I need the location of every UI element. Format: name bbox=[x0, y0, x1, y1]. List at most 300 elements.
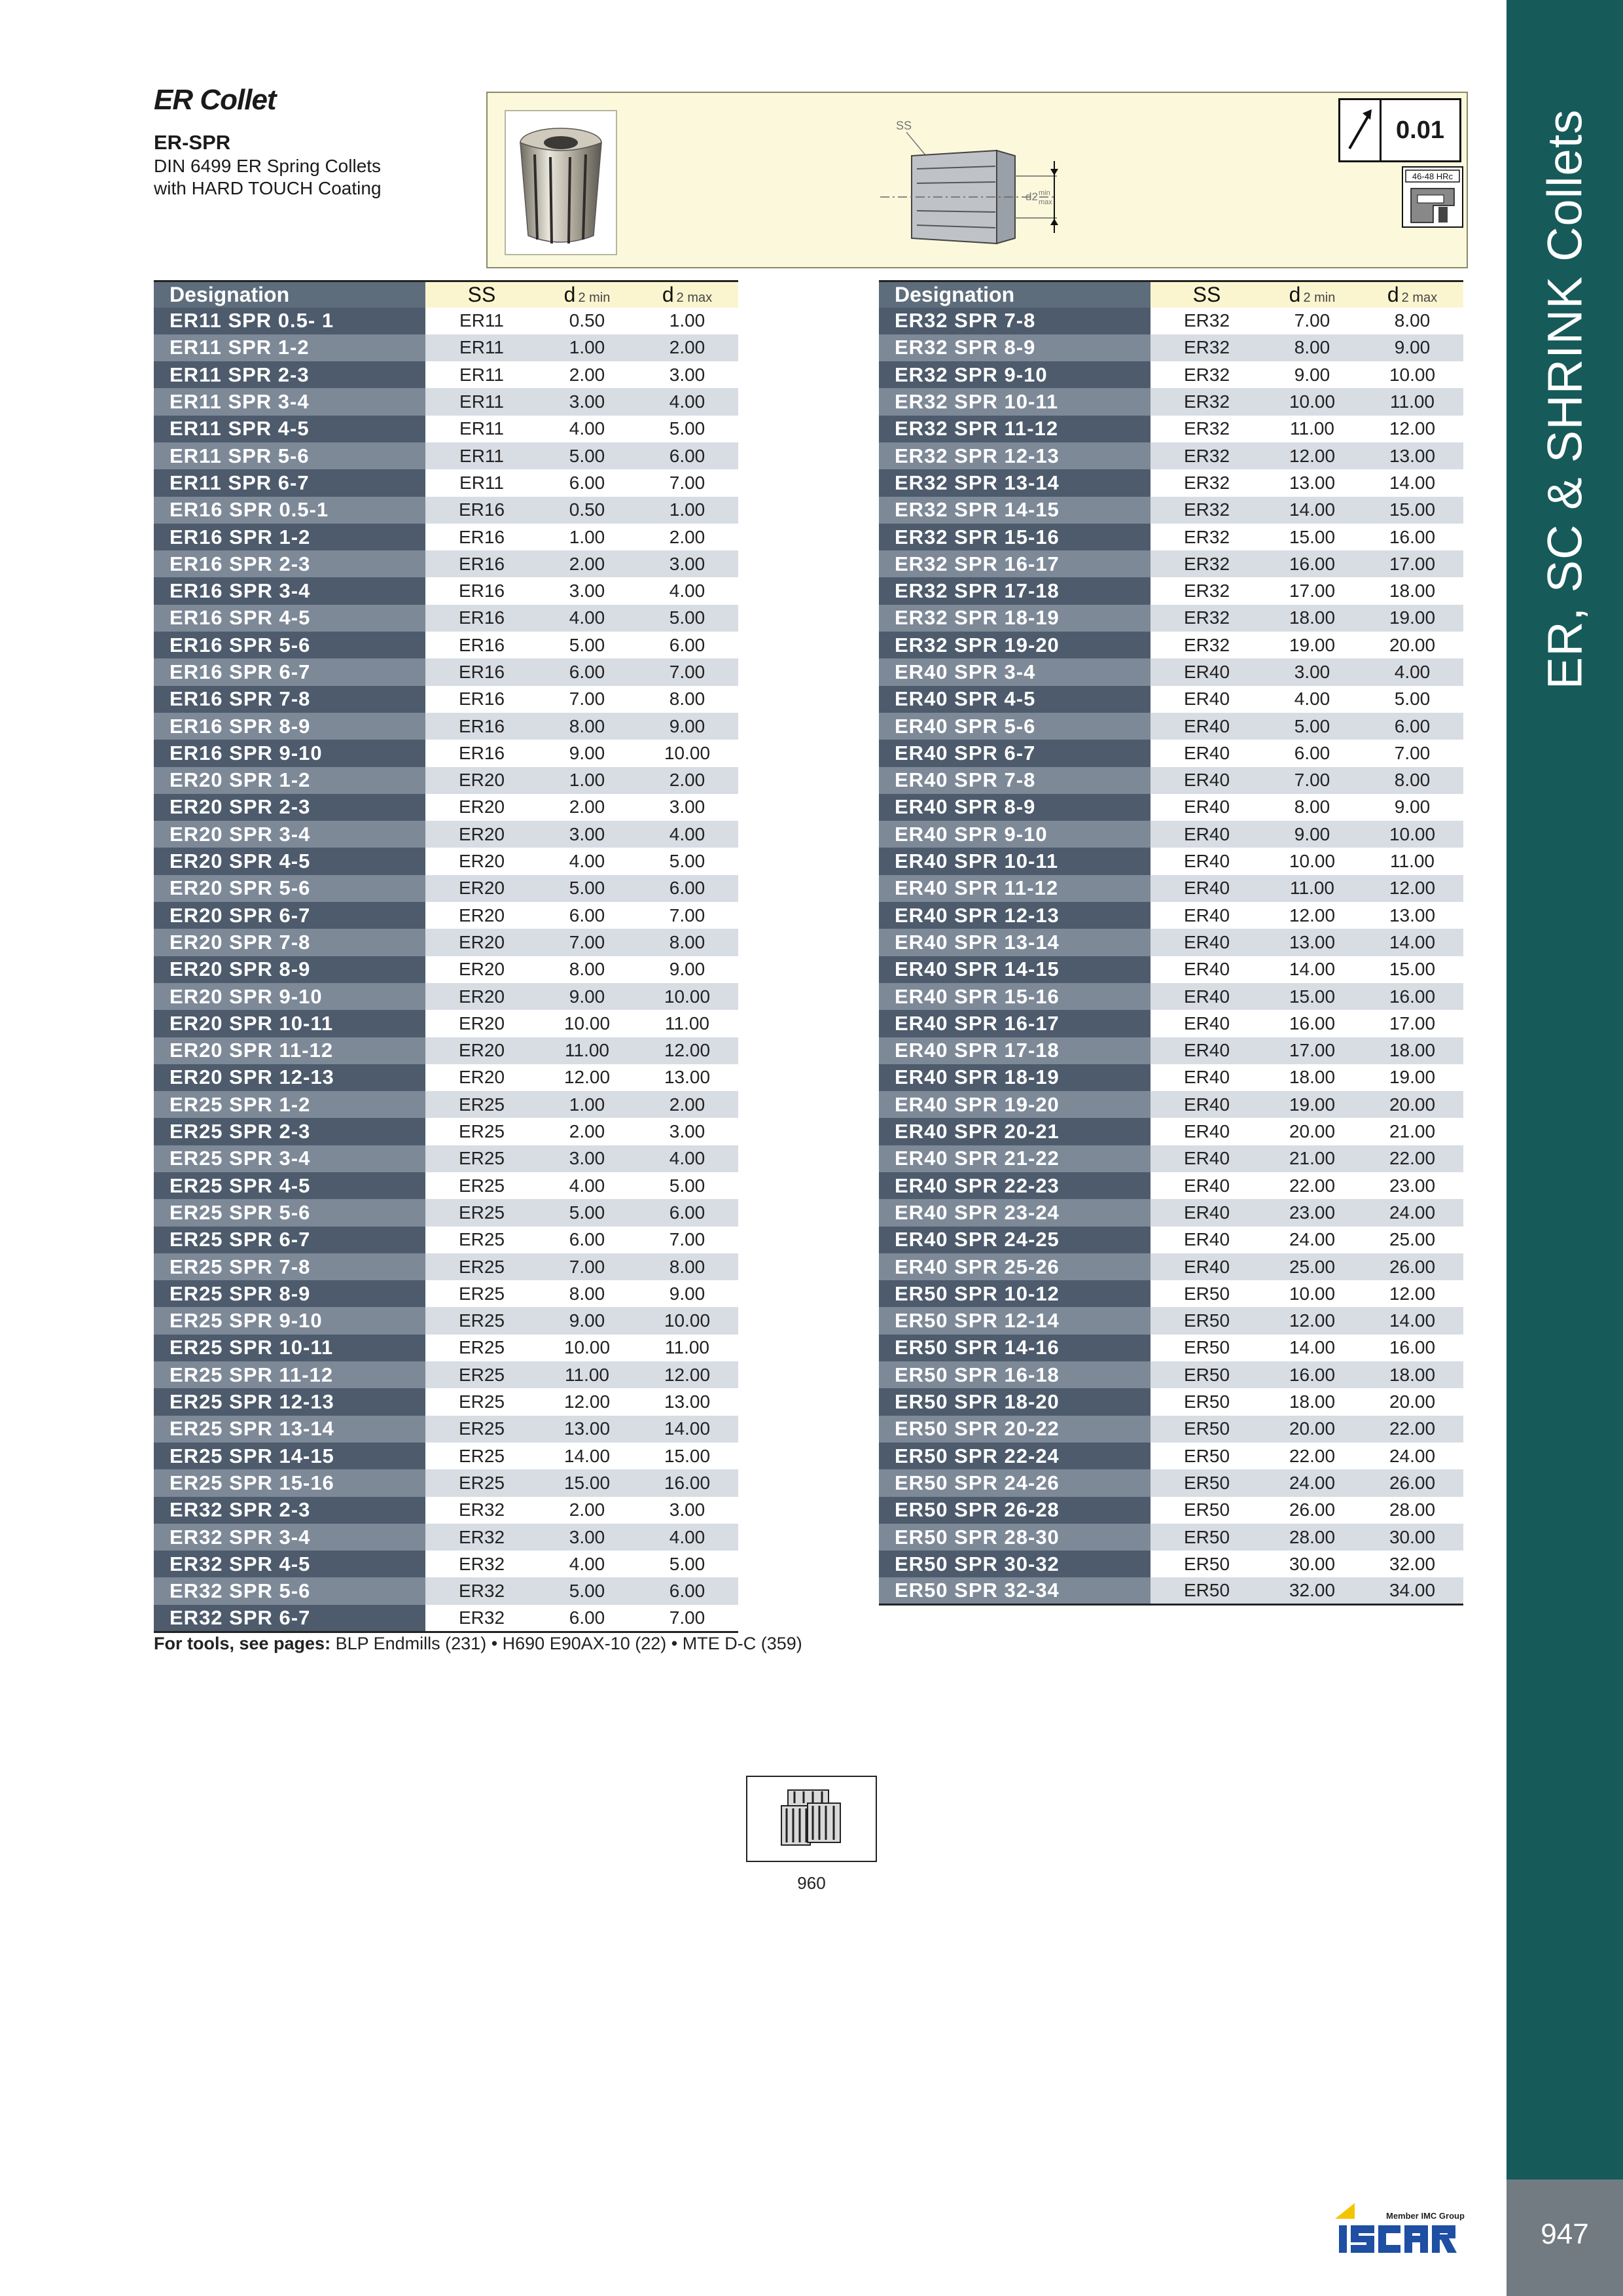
d2-max-cell: 8.00 bbox=[636, 1253, 738, 1280]
d2-min-cell: 19.00 bbox=[1263, 1091, 1361, 1118]
page-number: 947 bbox=[1541, 2218, 1589, 2250]
ss-cell: ER50 bbox=[1150, 1307, 1263, 1334]
ss-cell: ER11 bbox=[425, 416, 538, 442]
d2-max-cell: 6.00 bbox=[636, 875, 738, 902]
d2-min-cell: 12.00 bbox=[1263, 902, 1361, 929]
designation-cell: ER20 SPR 9-10 bbox=[154, 983, 425, 1010]
table-row bbox=[879, 334, 1463, 361]
designation-cell: ER20 SPR 12-13 bbox=[154, 1064, 425, 1091]
d2-max-cell: 2.00 bbox=[636, 767, 738, 794]
ss-cell: ER40 bbox=[1150, 713, 1263, 740]
table-header-row bbox=[879, 281, 1463, 308]
table-row bbox=[154, 1280, 738, 1307]
table-row bbox=[154, 658, 738, 685]
table-row bbox=[879, 929, 1463, 956]
d2-min-cell: 5.00 bbox=[538, 632, 636, 658]
ss-cell: ER32 bbox=[1150, 497, 1263, 524]
d2-min-cell: 2.00 bbox=[538, 794, 636, 821]
designation-cell: ER20 SPR 7-8 bbox=[154, 929, 425, 956]
d2-max-cell: 11.00 bbox=[1361, 388, 1463, 415]
ss-cell: ER40 bbox=[1150, 1037, 1263, 1064]
ss-cell: ER40 bbox=[1150, 929, 1263, 956]
d2-min-cell: 21.00 bbox=[1263, 1145, 1361, 1172]
designation-cell: ER16 SPR 8-9 bbox=[154, 713, 425, 740]
table-row bbox=[154, 1010, 738, 1037]
d2-min-cell: 5.00 bbox=[538, 1199, 636, 1226]
table-row bbox=[154, 1307, 738, 1334]
designation-cell: ER40 SPR 15-16 bbox=[879, 983, 1150, 1010]
d2-max-cell: 9.00 bbox=[636, 1280, 738, 1307]
d2-max-cell: 12.00 bbox=[636, 1361, 738, 1388]
designation-cell: ER20 SPR 2-3 bbox=[154, 794, 425, 821]
table-row bbox=[879, 1469, 1463, 1496]
d2-min-cell: 18.00 bbox=[1263, 1064, 1361, 1091]
collet-photo-icon bbox=[506, 111, 616, 254]
ss-cell: ER40 bbox=[1150, 1010, 1263, 1037]
table-row bbox=[879, 1118, 1463, 1145]
table-row bbox=[154, 334, 738, 361]
table-row bbox=[154, 1227, 738, 1253]
ss-cell: ER32 bbox=[1150, 416, 1263, 442]
table-row bbox=[879, 550, 1463, 577]
d2-max-cell: 2.00 bbox=[636, 334, 738, 361]
ss-cell: ER16 bbox=[425, 658, 538, 685]
ss-cell: ER32 bbox=[1150, 605, 1263, 632]
table-row bbox=[879, 848, 1463, 874]
ss-cell: ER20 bbox=[425, 1010, 538, 1037]
table-row bbox=[879, 713, 1463, 740]
designation-cell: ER32 SPR 8-9 bbox=[879, 334, 1150, 361]
d2-max-cell: 26.00 bbox=[1361, 1253, 1463, 1280]
ss-cell: ER40 bbox=[1150, 1118, 1263, 1145]
d2-max-cell: 3.00 bbox=[636, 794, 738, 821]
d2-min-cell: 2.00 bbox=[538, 1118, 636, 1145]
d2-min-cell: 5.00 bbox=[538, 442, 636, 469]
table-row bbox=[154, 713, 738, 740]
designation-cell: ER40 SPR 4-5 bbox=[879, 686, 1150, 713]
ss-cell: ER11 bbox=[425, 469, 538, 496]
d2-max-cell: 16.00 bbox=[636, 1469, 738, 1496]
d2-max-cell: 2.00 bbox=[636, 524, 738, 550]
ss-cell: ER40 bbox=[1150, 1227, 1263, 1253]
d2-max-cell: 2.00 bbox=[636, 1091, 738, 1118]
d2-min-cell: 25.00 bbox=[1263, 1253, 1361, 1280]
table-row bbox=[879, 577, 1463, 604]
designation-cell: ER20 SPR 3-4 bbox=[154, 821, 425, 848]
ss-cell: ER40 bbox=[1150, 821, 1263, 848]
table-row bbox=[154, 1199, 738, 1226]
designation-cell: ER32 SPR 14-15 bbox=[879, 497, 1150, 524]
designation-cell: ER40 SPR 16-17 bbox=[879, 1010, 1150, 1037]
ss-cell: ER40 bbox=[1150, 794, 1263, 821]
d2-min-cell: 7.00 bbox=[538, 1253, 636, 1280]
designation-cell: ER11 SPR 0.5- 1 bbox=[154, 308, 425, 334]
ss-cell: ER25 bbox=[425, 1388, 538, 1415]
d2-max-cell: 16.00 bbox=[1361, 1335, 1463, 1361]
table-row bbox=[879, 767, 1463, 794]
d2-min-cell: 10.00 bbox=[1263, 848, 1361, 874]
d2-min-cell: 1.00 bbox=[538, 334, 636, 361]
d2-max-cell: 9.00 bbox=[636, 956, 738, 983]
ss-cell: ER20 bbox=[425, 983, 538, 1010]
d2-max-cell: 14.00 bbox=[1361, 1307, 1463, 1334]
header-d2-min: d 2 min bbox=[1263, 281, 1361, 308]
ss-cell: ER40 bbox=[1150, 902, 1263, 929]
d2-max-cell: 8.00 bbox=[1361, 308, 1463, 334]
header-ss: SS bbox=[1150, 281, 1263, 308]
designation-cell: ER50 SPR 24-26 bbox=[879, 1469, 1150, 1496]
designation-cell: ER25 SPR 14-15 bbox=[154, 1443, 425, 1469]
table-header-row bbox=[154, 281, 738, 308]
table-row bbox=[154, 740, 738, 766]
hardness-label: 46-48 HRc bbox=[1412, 171, 1454, 181]
ss-cell: ER32 bbox=[1150, 550, 1263, 577]
table-row bbox=[154, 1361, 738, 1388]
ss-cell: ER50 bbox=[1150, 1388, 1263, 1415]
designation-cell: ER25 SPR 7-8 bbox=[154, 1253, 425, 1280]
d2-max-cell: 24.00 bbox=[1361, 1443, 1463, 1469]
designation-cell: ER32 SPR 11-12 bbox=[879, 416, 1150, 442]
d2-max-cell: 3.00 bbox=[636, 1497, 738, 1524]
footnote-label: For tools, see pages: bbox=[154, 1634, 331, 1653]
designation-cell: ER40 SPR 19-20 bbox=[879, 1091, 1150, 1118]
d2-max-cell: 12.00 bbox=[1361, 875, 1463, 902]
table-row bbox=[154, 632, 738, 658]
designation-cell: ER25 SPR 15-16 bbox=[154, 1469, 425, 1496]
table-row bbox=[154, 1388, 738, 1415]
d2-max-cell: 4.00 bbox=[636, 577, 738, 604]
table-row bbox=[879, 1010, 1463, 1037]
table-row bbox=[879, 1551, 1463, 1577]
d2-max-cell: 6.00 bbox=[636, 1199, 738, 1226]
designation-cell: ER16 SPR 5-6 bbox=[154, 632, 425, 658]
table-row bbox=[879, 1064, 1463, 1091]
d2-max-cell: 4.00 bbox=[1361, 658, 1463, 685]
d2-min-cell: 3.00 bbox=[538, 1145, 636, 1172]
d2-max-cell: 3.00 bbox=[636, 361, 738, 388]
d2-max-cell: 11.00 bbox=[1361, 848, 1463, 874]
d2-max-cell: 4.00 bbox=[636, 1145, 738, 1172]
ss-cell: ER25 bbox=[425, 1335, 538, 1361]
max-label: max bbox=[1039, 198, 1052, 206]
d2-max-cell: 15.00 bbox=[1361, 497, 1463, 524]
d2-min-cell: 13.00 bbox=[1263, 469, 1361, 496]
d2-max-cell: 13.00 bbox=[1361, 442, 1463, 469]
d2-min-cell: 22.00 bbox=[1263, 1443, 1361, 1469]
d2-min-cell: 4.00 bbox=[1263, 686, 1361, 713]
d2-min-cell: 9.00 bbox=[1263, 821, 1361, 848]
designation-cell: ER40 SPR 17-18 bbox=[879, 1037, 1150, 1064]
ss-cell: ER40 bbox=[1150, 1199, 1263, 1226]
d2-min-cell: 11.00 bbox=[1263, 416, 1361, 442]
min-label: min bbox=[1039, 189, 1050, 197]
d2-min-cell: 24.00 bbox=[1263, 1469, 1361, 1496]
d2-min-cell: 0.50 bbox=[538, 497, 636, 524]
table-row bbox=[879, 1335, 1463, 1361]
table-row bbox=[879, 605, 1463, 632]
reference-thumbnail[interactable] bbox=[746, 1776, 877, 1862]
table-row bbox=[154, 1037, 738, 1064]
designation-cell: ER50 SPR 26-28 bbox=[879, 1497, 1150, 1524]
ss-cell: ER50 bbox=[1150, 1524, 1263, 1551]
d2-min-cell: 20.00 bbox=[1263, 1416, 1361, 1443]
d2-max-cell: 7.00 bbox=[636, 658, 738, 685]
d2-min-cell: 1.00 bbox=[538, 524, 636, 550]
ss-cell: ER32 bbox=[425, 1605, 538, 1632]
ss-cell: ER25 bbox=[425, 1469, 538, 1496]
designation-cell: ER32 SPR 13-14 bbox=[879, 469, 1150, 496]
d2-min-cell: 7.00 bbox=[1263, 308, 1361, 334]
table-row bbox=[879, 524, 1463, 550]
ss-cell: ER32 bbox=[1150, 388, 1263, 415]
d2-min-cell: 8.00 bbox=[1263, 794, 1361, 821]
header-designation: Designation bbox=[879, 281, 1150, 308]
d2-max-cell: 30.00 bbox=[1361, 1524, 1463, 1551]
product-description-line2: with HARD TOUCH Coating bbox=[154, 178, 382, 198]
d2-max-cell: 7.00 bbox=[636, 902, 738, 929]
d2-min-cell: 30.00 bbox=[1263, 1551, 1361, 1577]
table-row bbox=[879, 740, 1463, 766]
header-d2-max: d 2 max bbox=[636, 281, 738, 308]
table-row bbox=[154, 1443, 738, 1469]
ss-cell: ER40 bbox=[1150, 848, 1263, 874]
designation-cell: ER16 SPR 0.5-1 bbox=[154, 497, 425, 524]
left-table-body bbox=[154, 308, 738, 1632]
table-row bbox=[879, 361, 1463, 388]
d2-max-cell: 15.00 bbox=[636, 1443, 738, 1469]
ss-cell: ER50 bbox=[1150, 1280, 1263, 1307]
d2-max-cell: 16.00 bbox=[1361, 983, 1463, 1010]
designation-cell: ER40 SPR 18-19 bbox=[879, 1064, 1150, 1091]
d2-min-cell: 6.00 bbox=[1263, 740, 1361, 766]
d2-min-cell: 14.00 bbox=[1263, 956, 1361, 983]
designation-cell: ER11 SPR 4-5 bbox=[154, 416, 425, 442]
d2-min-cell: 9.00 bbox=[538, 983, 636, 1010]
d2-min-cell: 7.00 bbox=[1263, 767, 1361, 794]
table-row bbox=[154, 1577, 738, 1604]
table-row bbox=[879, 1145, 1463, 1172]
table-row bbox=[879, 1253, 1463, 1280]
d2-min-cell: 4.00 bbox=[538, 848, 636, 874]
d2-min-cell: 5.00 bbox=[538, 1577, 636, 1604]
page-number-box bbox=[1507, 2179, 1623, 2296]
d2-min-cell: 1.00 bbox=[538, 1091, 636, 1118]
d2-min-cell: 6.00 bbox=[538, 1227, 636, 1253]
designation-cell: ER32 SPR 5-6 bbox=[154, 1577, 425, 1604]
table-row bbox=[879, 1361, 1463, 1388]
d2-max-cell: 14.00 bbox=[1361, 469, 1463, 496]
ss-cell: ER40 bbox=[1150, 875, 1263, 902]
ss-cell: ER16 bbox=[425, 686, 538, 713]
designation-cell: ER11 SPR 3-4 bbox=[154, 388, 425, 415]
designation-cell: ER40 SPR 9-10 bbox=[879, 821, 1150, 848]
ss-cell: ER16 bbox=[425, 497, 538, 524]
d2-max-cell: 6.00 bbox=[636, 1577, 738, 1604]
ss-cell: ER25 bbox=[425, 1118, 538, 1145]
table-row bbox=[154, 1416, 738, 1443]
table-row bbox=[154, 388, 738, 415]
designation-cell: ER11 SPR 5-6 bbox=[154, 442, 425, 469]
d2-max-cell: 7.00 bbox=[636, 469, 738, 496]
table-row bbox=[154, 1118, 738, 1145]
d2-min-cell: 5.00 bbox=[538, 875, 636, 902]
table-row bbox=[879, 658, 1463, 685]
designation-cell: ER50 SPR 32-34 bbox=[879, 1577, 1150, 1604]
page-title: ER Collet bbox=[154, 84, 276, 116]
d2-max-cell: 7.00 bbox=[1361, 740, 1463, 766]
ss-cell: ER20 bbox=[425, 848, 538, 874]
d2-min-cell: 14.00 bbox=[538, 1443, 636, 1469]
d2-max-cell: 18.00 bbox=[1361, 1361, 1463, 1388]
d2-max-cell: 8.00 bbox=[636, 929, 738, 956]
designation-cell: ER40 SPR 13-14 bbox=[879, 929, 1150, 956]
designation-cell: ER25 SPR 13-14 bbox=[154, 1416, 425, 1443]
table-row bbox=[154, 1524, 738, 1551]
ss-cell: ER20 bbox=[425, 929, 538, 956]
table-row bbox=[879, 1199, 1463, 1226]
header-ss: SS bbox=[425, 281, 538, 308]
d2-min-cell: 8.00 bbox=[538, 713, 636, 740]
collet-photo bbox=[505, 110, 617, 255]
designation-cell: ER50 SPR 28-30 bbox=[879, 1524, 1150, 1551]
designation-cell: ER32 SPR 16-17 bbox=[879, 550, 1150, 577]
ss-cell: ER11 bbox=[425, 334, 538, 361]
d2-min-cell: 0.50 bbox=[538, 308, 636, 334]
d2-max-cell: 7.00 bbox=[636, 1605, 738, 1632]
d2-max-cell: 5.00 bbox=[636, 1551, 738, 1577]
d2-min-cell: 26.00 bbox=[1263, 1497, 1361, 1524]
ss-cell: ER16 bbox=[425, 632, 538, 658]
d2-min-cell: 6.00 bbox=[538, 1605, 636, 1632]
d2-min-cell: 16.00 bbox=[1263, 1361, 1361, 1388]
table-row bbox=[154, 1064, 738, 1091]
d2-min-cell: 4.00 bbox=[538, 1172, 636, 1199]
designation-cell: ER50 SPR 20-22 bbox=[879, 1416, 1150, 1443]
ss-cell: ER50 bbox=[1150, 1469, 1263, 1496]
designation-cell: ER11 SPR 6-7 bbox=[154, 469, 425, 496]
ss-cell: ER25 bbox=[425, 1307, 538, 1334]
d2-max-cell: 10.00 bbox=[636, 983, 738, 1010]
d2-max-cell: 4.00 bbox=[636, 388, 738, 415]
d2-max-cell: 15.00 bbox=[1361, 956, 1463, 983]
table-row bbox=[879, 469, 1463, 496]
table-row bbox=[879, 956, 1463, 983]
ss-cell: ER40 bbox=[1150, 956, 1263, 983]
ss-cell: ER25 bbox=[425, 1227, 538, 1253]
d2-max-cell: 9.00 bbox=[1361, 794, 1463, 821]
designation-cell: ER40 SPR 22-23 bbox=[879, 1172, 1150, 1199]
d2-min-cell: 15.00 bbox=[1263, 524, 1361, 550]
designation-cell: ER40 SPR 21-22 bbox=[879, 1145, 1150, 1172]
table-row bbox=[879, 308, 1463, 334]
ss-cell: ER20 bbox=[425, 956, 538, 983]
table-row bbox=[879, 902, 1463, 929]
d2-max-cell: 5.00 bbox=[636, 1172, 738, 1199]
table-row bbox=[154, 605, 738, 632]
d2-min-cell: 17.00 bbox=[1263, 1037, 1361, 1064]
ss-cell: ER20 bbox=[425, 794, 538, 821]
designation-cell: ER50 SPR 10-12 bbox=[879, 1280, 1150, 1307]
designation-cell: ER25 SPR 1-2 bbox=[154, 1091, 425, 1118]
table-row bbox=[154, 1172, 738, 1199]
collet-set-icon bbox=[747, 1777, 876, 1861]
designation-cell: ER16 SPR 3-4 bbox=[154, 577, 425, 604]
ss-cell: ER11 bbox=[425, 442, 538, 469]
ss-cell: ER32 bbox=[1150, 308, 1263, 334]
designation-cell: ER40 SPR 5-6 bbox=[879, 713, 1150, 740]
ss-cell: ER40 bbox=[1150, 658, 1263, 685]
ss-cell: ER20 bbox=[425, 1064, 538, 1091]
ss-cell: ER50 bbox=[1150, 1497, 1263, 1524]
d2-min-cell: 3.00 bbox=[538, 388, 636, 415]
table-row bbox=[154, 956, 738, 983]
ss-cell: ER40 bbox=[1150, 1145, 1263, 1172]
designation-cell: ER32 SPR 9-10 bbox=[879, 361, 1150, 388]
table-row bbox=[879, 821, 1463, 848]
d2-max-cell: 17.00 bbox=[1361, 1010, 1463, 1037]
d2-max-cell: 11.00 bbox=[636, 1335, 738, 1361]
designation-cell: ER16 SPR 6-7 bbox=[154, 658, 425, 685]
designation-cell: ER25 SPR 6-7 bbox=[154, 1227, 425, 1253]
table-row bbox=[154, 524, 738, 550]
d2-min-cell: 6.00 bbox=[538, 658, 636, 685]
d2-min-cell: 18.00 bbox=[1263, 605, 1361, 632]
designation-cell: ER25 SPR 3-4 bbox=[154, 1145, 425, 1172]
ss-cell: ER40 bbox=[1150, 1091, 1263, 1118]
d2-min-cell: 7.00 bbox=[538, 929, 636, 956]
d2-max-cell: 13.00 bbox=[636, 1388, 738, 1415]
designation-cell: ER25 SPR 8-9 bbox=[154, 1280, 425, 1307]
table-row bbox=[879, 497, 1463, 524]
ss-cell: ER32 bbox=[425, 1524, 538, 1551]
table-row bbox=[154, 497, 738, 524]
table-row bbox=[154, 1469, 738, 1496]
designation-cell: ER40 SPR 20-21 bbox=[879, 1118, 1150, 1145]
table-row bbox=[154, 875, 738, 902]
d2-min-cell: 7.00 bbox=[538, 686, 636, 713]
d2-min-cell: 16.00 bbox=[1263, 1010, 1361, 1037]
ss-cell: ER40 bbox=[1150, 740, 1263, 766]
table-row bbox=[154, 577, 738, 604]
d2-max-cell: 10.00 bbox=[636, 1307, 738, 1334]
d2-max-cell: 11.00 bbox=[636, 1010, 738, 1037]
ss-cell: ER25 bbox=[425, 1443, 538, 1469]
d2-max-cell: 3.00 bbox=[636, 550, 738, 577]
table-row bbox=[154, 686, 738, 713]
ss-cell: ER20 bbox=[425, 1037, 538, 1064]
d2-min-cell: 14.00 bbox=[1263, 497, 1361, 524]
d2-max-cell: 13.00 bbox=[636, 1064, 738, 1091]
table-row bbox=[154, 550, 738, 577]
product-illustration-box bbox=[486, 92, 1468, 268]
d2-max-cell: 14.00 bbox=[1361, 929, 1463, 956]
ss-cell: ER20 bbox=[425, 875, 538, 902]
logo-member-text: Member IMC Group bbox=[1386, 2211, 1465, 2221]
d2-max-cell: 34.00 bbox=[1361, 1577, 1463, 1604]
d2-max-cell: 6.00 bbox=[636, 442, 738, 469]
right-spec-table bbox=[879, 280, 1463, 1605]
d2-min-cell: 3.00 bbox=[538, 821, 636, 848]
table-row bbox=[879, 875, 1463, 902]
d2-min-cell: 9.00 bbox=[538, 1307, 636, 1334]
ss-cell: ER16 bbox=[425, 740, 538, 766]
table-row bbox=[154, 1091, 738, 1118]
designation-cell: ER32 SPR 4-5 bbox=[154, 1551, 425, 1577]
designation-cell: ER11 SPR 2-3 bbox=[154, 361, 425, 388]
d2-min-cell: 3.00 bbox=[538, 1524, 636, 1551]
d2-max-cell: 20.00 bbox=[1361, 1091, 1463, 1118]
d2-min-cell: 9.00 bbox=[1263, 361, 1361, 388]
